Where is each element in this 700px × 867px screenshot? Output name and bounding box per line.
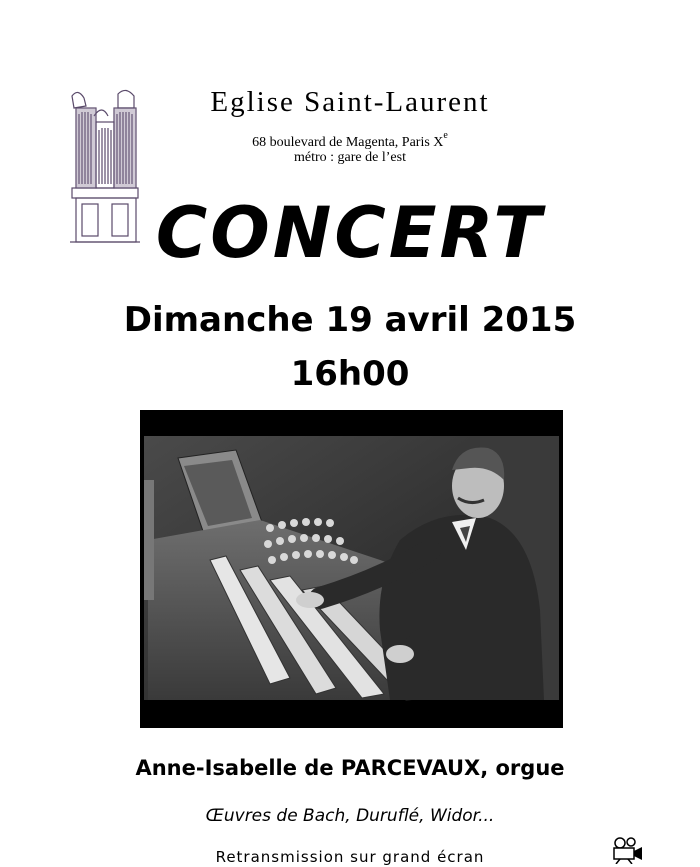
video-camera-icon <box>610 836 644 864</box>
performer: Anne-Isabelle de PARCEVAUX, orgue <box>135 756 565 780</box>
concert-time: 16h00 <box>290 354 410 394</box>
broadcast-note: Retransmission sur grand écran <box>215 848 485 866</box>
organist-at-organ-photo <box>140 410 563 728</box>
metro-info: métro : gare de l’est <box>294 150 406 165</box>
address-superscript: e <box>443 130 448 141</box>
concert-title: CONCERT <box>155 192 545 274</box>
church-name: Eglise Saint-Laurent <box>210 86 490 118</box>
program-works: Œuvres de Bach, Duruflé, Widor... <box>205 806 495 826</box>
address-text: 68 boulevard de Magenta, Paris X <box>252 135 444 150</box>
concert-date: Dimanche 19 avril 2015 <box>123 300 577 340</box>
church-address <box>160 130 540 151</box>
